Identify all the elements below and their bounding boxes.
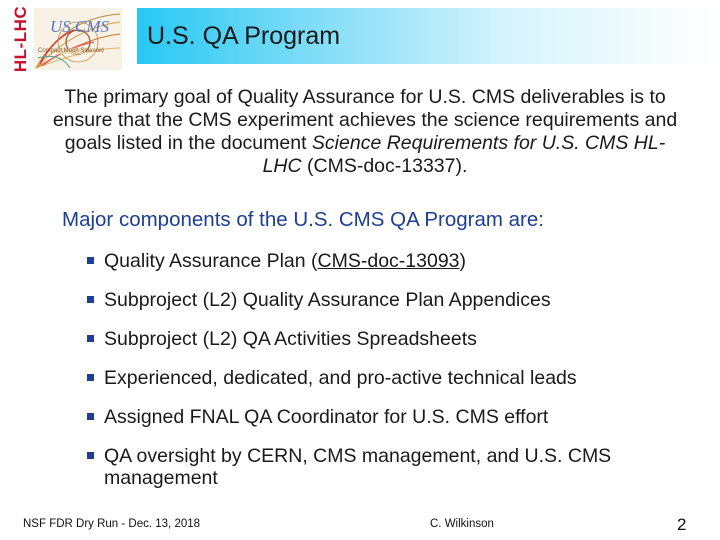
bullet-square-icon [87, 335, 94, 342]
svg-text:Compact Muon Solenoid: Compact Muon Solenoid [38, 48, 104, 54]
bullet-text: Assigned FNAL QA Coordinator for U.S. CMS effort [104, 406, 549, 428]
footer-event: NSF FDR Dry Run - Dec. 13, 2018 [23, 518, 201, 530]
page-title: U.S. QA Program [147, 22, 341, 50]
hl-lhc-logo [8, 6, 34, 72]
page-number: 2 [677, 515, 687, 534]
bullet-item-qa-oversight [86, 445, 696, 493]
bullet-item-qa-plan [86, 250, 696, 289]
cms-doc-link[interactable]: CMS-doc-13093 [317, 250, 460, 272]
bullet-item-spreadsheets [86, 328, 696, 367]
bullet-square-icon [87, 452, 94, 459]
bullet-text-after: ) [459, 250, 467, 272]
bullet-square-icon [87, 296, 94, 303]
bullet-square-icon [87, 374, 94, 381]
footer-author: C. Wilkinson [430, 518, 494, 530]
intro-paragraph [50, 86, 680, 178]
logo-block [8, 6, 130, 72]
us-cms-logo-text: US CMS [50, 17, 110, 36]
us-cms-logo-icon [34, 8, 122, 70]
major-components-heading: Major components of the U.S. CMS QA Program are: [62, 208, 544, 231]
intro-text-after: (CMS-doc-13337). [301, 155, 468, 177]
bullet-item-technical-leads [86, 367, 696, 406]
intro-doc-title: Science Requirements for U.S. CMS HL-LHC [262, 132, 666, 177]
bullet-list [86, 250, 696, 493]
bullet-text: Subproject (L2) Quality Assurance Plan Appendices [104, 289, 551, 311]
title-bar [137, 8, 715, 64]
bullet-item-appendices [86, 289, 696, 328]
bullet-text: Quality Assurance Plan ( [104, 250, 318, 272]
bullet-text: Subproject (L2) QA Activities Spreadsheets [104, 328, 477, 350]
bullet-text: QA oversight by CERN, CMS management, and U.S. CMS management [104, 445, 612, 489]
bullet-square-icon [87, 257, 94, 264]
bullet-text: Experienced, dedicated, and pro-active technical leads [104, 367, 577, 389]
intro-text-before: The primary goal of Quality Assurance for U.S. CMS deliverables is to ensure that the CMS experiment achieves the science requirements and goals listed in the document [52, 86, 678, 154]
bullet-item-qa-coordinator [86, 406, 696, 445]
bullet-square-icon [87, 413, 94, 420]
hl-lhc-logo-text: HL-LHC [11, 5, 30, 73]
